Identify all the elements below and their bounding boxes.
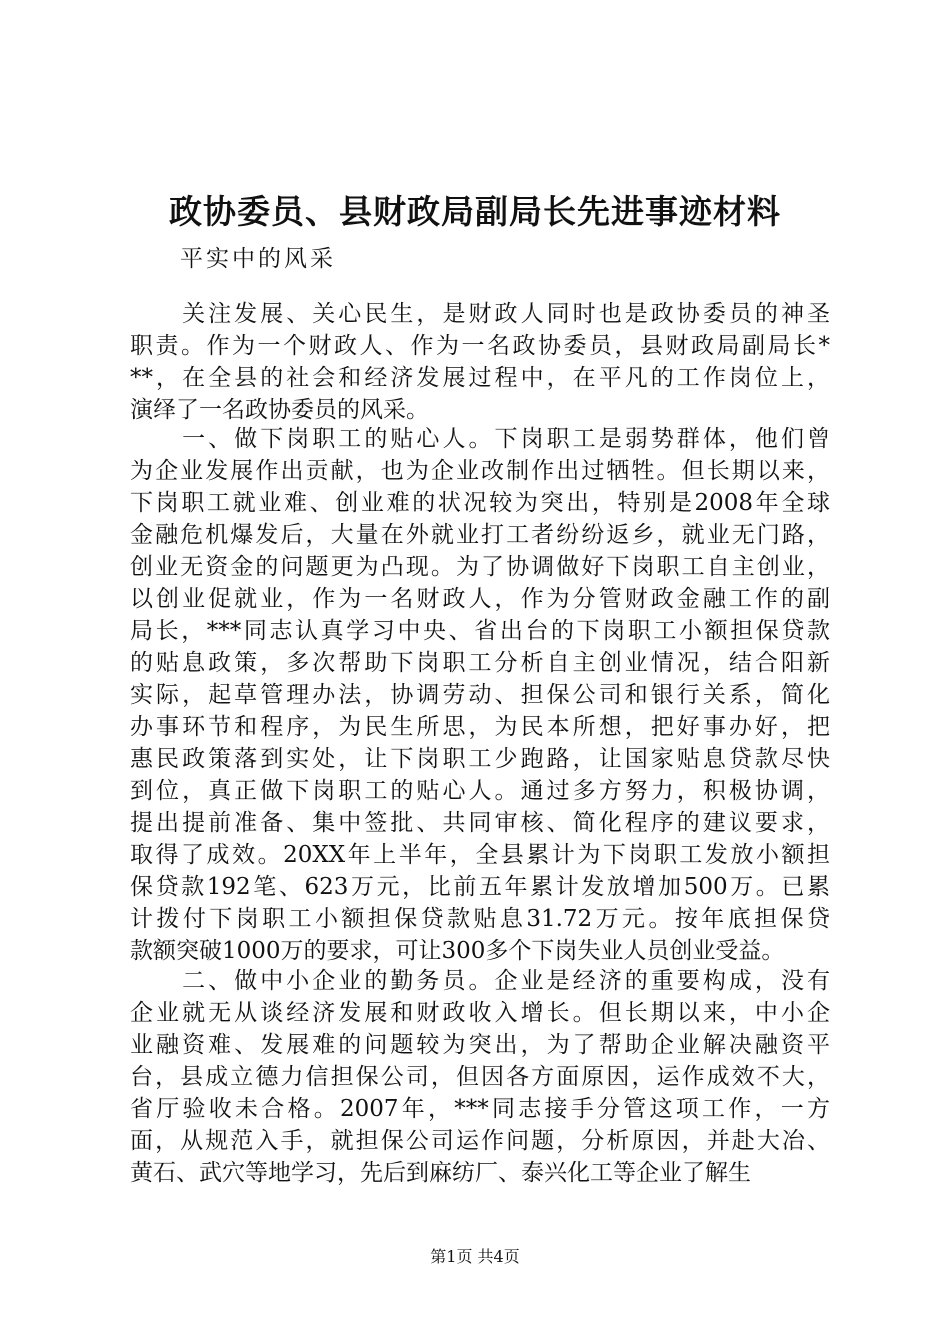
paragraph-line: 关注发展、关心民生，是财政人同时也是政协委员的神圣 <box>130 301 830 327</box>
paragraph-line: 演绎了一名政协委员的风采。 <box>130 397 429 423</box>
paragraph-line: 省厅验收未合格。2007年，***同志接手分管这项工作，一方 <box>130 1096 830 1122</box>
paragraph-line: 提出提前准备、集中签批、共同审核、简化程序的建议要求， <box>130 810 830 836</box>
paragraph-line: 以创业促就业，作为一名财政人，作为分管财政金融工作的副 <box>130 586 830 612</box>
paragraph-3 <box>130 965 830 1189</box>
paragraph-1 <box>130 298 830 426</box>
paragraph-line: 业融资难、发展难的问题较为突出，为了帮助企业解决融资平 <box>130 1032 830 1058</box>
paragraph-line: 取得了成效。20XX年上半年，全县累计为下岗职工发放小额担 <box>130 842 830 868</box>
paragraph-line: 计拨付下岗职工小额担保贷款贴息31.72万元。按年底担保贷 <box>130 906 830 932</box>
paragraph-line: 办事环节和程序，为民生所思，为民本所想，把好事办好，把 <box>130 714 830 740</box>
document-subtitle: 平实中的风采 <box>180 246 336 272</box>
paragraph-line: 下岗职工就业难、创业难的状况较为突出，特别是2008年全球 <box>130 490 830 516</box>
paragraph-line: 金融危机爆发后，大量在外就业打工者纷纷返乡，就业无门路， <box>130 522 830 548</box>
paragraph-line: 企业就无从谈经济发展和财政收入增长。但长期以来，中小企 <box>130 1000 830 1026</box>
paragraph-line: 为企业发展作出贡献，也为企业改制作出过牺牲。但长期以来， <box>130 458 830 484</box>
paragraph-line: **，在全县的社会和经济发展过程中，在平凡的工作岗位上， <box>130 365 830 391</box>
paragraph-line: 实际，起草管理办法，协调劳动、担保公司和银行关系，简化 <box>130 682 830 708</box>
paragraph-line: 惠民政策落到实处，让下岗职工少跑路，让国家贴息贷款尽快 <box>130 746 830 772</box>
paragraph-2 <box>130 423 830 967</box>
paragraph-line: 款额突破1000万的要求，可让300多个下岗失业人员创业受益。 <box>130 938 785 964</box>
paragraph-line: 的贴息政策，多次帮助下岗职工分析自主创业情况，结合阳新 <box>130 650 830 676</box>
paragraph-line: 局长，***同志认真学习中央、省出台的下岗职工小额担保贷款 <box>130 618 830 644</box>
paragraph-line: 到位，真正做下岗职工的贴心人。通过多方努力，积极协调， <box>130 778 830 804</box>
paragraph-line: 黄石、武穴等地学习，先后到麻纺厂、泰兴化工等企业了解生 <box>130 1160 751 1186</box>
paragraph-line: 台，县成立德力信担保公司，但因各方面原因，运作成效不大， <box>130 1064 830 1090</box>
paragraph-line: 一、做下岗职工的贴心人。下岗职工是弱势群体，他们曾 <box>130 426 830 452</box>
paragraph-line: 二、做中小企业的勤务员。企业是经济的重要构成，没有 <box>130 968 830 994</box>
document-title: 政协委员、县财政局副局长先进事迹材料 <box>169 192 781 231</box>
paragraph-line: 创业无资金的问题更为凸现。为了协调做好下岗职工自主创业， <box>130 554 830 580</box>
paragraph-line: 职责。作为一个财政人、作为一名政协委员，县财政局副局长* <box>130 333 830 359</box>
paragraph-line: 面，从规范入手，就担保公司运作问题，分析原因，并赴大冶、 <box>130 1128 830 1154</box>
paragraph-line: 保贷款192笔、623万元，比前五年累计发放增加500万。已累 <box>130 874 830 900</box>
page-indicator: 第1页 共4页 <box>430 1247 520 1266</box>
